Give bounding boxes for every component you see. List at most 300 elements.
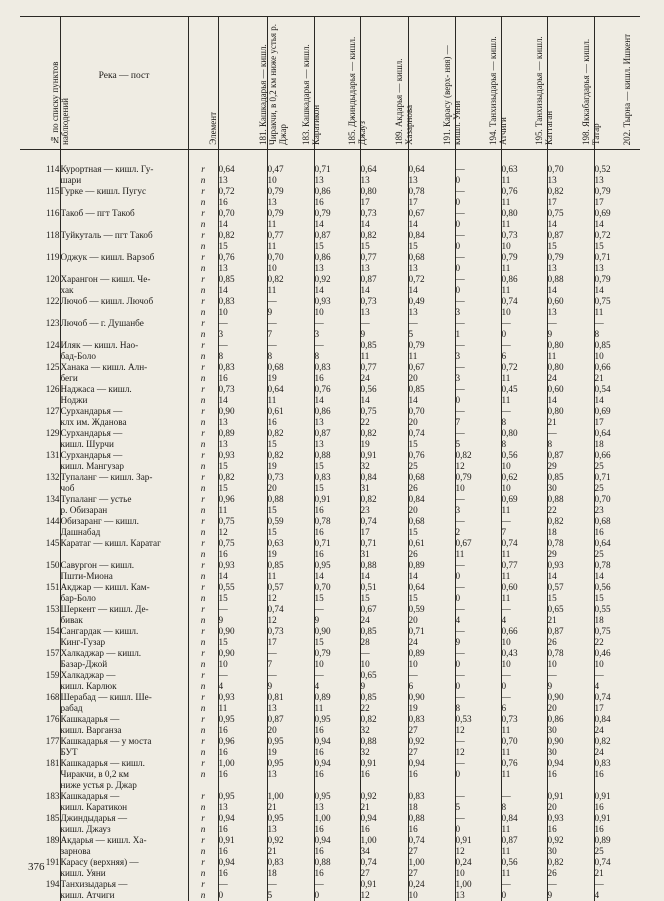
coefficient-cell: 0,89 25 [594, 835, 640, 857]
coefficient-cell: 0,43 10 [501, 648, 547, 670]
table-row [20, 274, 640, 296]
coefficient-cell: — 7 [267, 318, 314, 340]
coefficient-cell: — 0 [455, 186, 501, 208]
coefficient-cell: — 0 [455, 670, 501, 692]
coefficient-cell: 0,90 20 [547, 692, 594, 714]
coefficient-cell: 0,71 31 [360, 538, 408, 560]
coefficient-cell: 0,91 12 [360, 879, 408, 901]
coefficient-cell: 0,70 14 [218, 208, 267, 230]
river-post: Гурке — кишл. Пугус [60, 186, 188, 208]
table-header [20, 17, 640, 150]
row-number: 176 [20, 714, 60, 736]
row-number: 150 [20, 560, 60, 582]
coefficient-cell: 0,80 24 [547, 362, 594, 384]
coefficient-cell: 0,95 16 [218, 714, 267, 736]
element-code: r n [188, 758, 218, 791]
coefficient-cell: 0,81 13 [267, 692, 314, 714]
coefficient-cell: 0,64 13 [408, 164, 455, 186]
coefficient-cell: — 9 [547, 670, 594, 692]
coefficient-cell: 0,61 16 [267, 406, 314, 428]
element-code: r n [188, 670, 218, 692]
river-post: Кашкадарья — у моста БУТ [60, 736, 188, 758]
coefficient-cell: 0,68 13 [408, 252, 455, 274]
coefficient-cell: 0,93 14 [218, 560, 267, 582]
element-code: r n [188, 318, 218, 340]
coefficient-cell: 0,92 14 [314, 274, 360, 296]
coefficient-cell: 0,67 24 [360, 604, 408, 626]
header-station [594, 17, 640, 150]
table-row [20, 230, 640, 252]
coefficient-cell: — 7 [455, 406, 501, 428]
coefficient-cell: 0,95 19 [267, 736, 314, 758]
element-code: r n [188, 857, 218, 879]
river-post: Кашкадарья — кишл. Чиракчи, в 0,2 км ниже устья р. Джар [60, 758, 188, 791]
coefficient-cell: 0,62 10 [501, 472, 547, 494]
header-station-text: 189. Акдарья — кишл. Хазарнова [394, 21, 414, 145]
river-post: Каратаг — кишл. Каратаг [60, 538, 188, 560]
coefficient-cell: 0,75 14 [547, 208, 594, 230]
table-row [20, 494, 640, 516]
coefficient-cell: 0,64 11 [267, 384, 314, 406]
coefficient-cell: 0,74 17 [360, 516, 408, 538]
element-code: r n [188, 560, 218, 582]
table-body [20, 150, 640, 901]
coefficient-cell: — 4 [594, 670, 640, 692]
coefficient-cell: 0,95 13 [267, 758, 314, 791]
header-element [188, 17, 218, 150]
coefficient-cell: 0,85 30 [547, 472, 594, 494]
river-post: Халкаджар — кишл. Базар-Джой [60, 648, 188, 670]
coefficient-cell: 0,83 16 [218, 362, 267, 384]
coefficient-cell: 0,70 15 [314, 582, 360, 604]
table-row [20, 186, 640, 208]
coefficient-cell: 0,91 16 [360, 758, 408, 791]
coefficient-cell: — 0 [455, 560, 501, 582]
coefficient-cell: 0,93 15 [218, 450, 267, 472]
coefficient-cell: 0,94 16 [218, 857, 267, 879]
coefficient-cell: — 0 [501, 318, 547, 340]
river-post: Туйкуталь — пгт Такоб [60, 230, 188, 252]
coefficient-cell: — 12 [455, 736, 501, 758]
header-station [267, 17, 314, 150]
table-row [20, 648, 640, 670]
river-post: Сангардак — кишл. Кинг-Гузар [60, 626, 188, 648]
table-row [20, 296, 640, 318]
row-number: 191 [20, 857, 60, 879]
coefficient-cell: — 5 [408, 318, 455, 340]
table-row [20, 164, 640, 186]
coefficient-cell: 0,74 17 [594, 692, 640, 714]
coefficient-cell: 0,84 15 [408, 230, 455, 252]
table-row [20, 736, 640, 758]
coefficient-cell: 0,85 14 [408, 384, 455, 406]
coefficient-cell: 0,90 30 [547, 736, 594, 758]
coefficient-cell: 0,89 11 [314, 692, 360, 714]
element-code: r n [188, 230, 218, 252]
coefficient-cell: — 9 [547, 318, 594, 340]
coefficient-cell: 0,85 14 [218, 274, 267, 296]
coefficient-cell: 0,71 24 [408, 626, 455, 648]
coefficient-cell: 0,79 13 [547, 252, 594, 274]
element-code: r n [188, 714, 218, 736]
element-code: r n [188, 835, 218, 857]
coefficient-cell: 0,73 17 [267, 626, 314, 648]
coefficient-cell: — 3 [455, 362, 501, 384]
coefficient-cell: 0,45 11 [501, 384, 547, 406]
coefficient-cell: 0,64 15 [408, 582, 455, 604]
coefficient-cell: 0,91 16 [218, 835, 267, 857]
table-row [20, 582, 640, 604]
header-river [60, 17, 188, 150]
coefficient-cell: 0,94 16 [314, 758, 360, 791]
coefficient-cell: 0,89 10 [408, 648, 455, 670]
table-row [20, 879, 640, 901]
table-row [20, 714, 640, 736]
coefficient-cell: — 10 [360, 648, 408, 670]
coefficient-cell: 1,00 21 [267, 791, 314, 813]
coefficient-cell: 0,89 14 [408, 560, 455, 582]
table-row [20, 318, 640, 340]
coefficient-cell: — 4 [594, 879, 640, 901]
coefficient-cell: 0,80 8 [501, 428, 547, 450]
coefficient-cell: 0,75 22 [594, 626, 640, 648]
coefficient-cell: 0,88 15 [267, 494, 314, 516]
coefficient-cell: 0,79 10 [314, 648, 360, 670]
table-row [20, 450, 640, 472]
coefficient-cell: 0,93 11 [218, 692, 267, 714]
coefficient-cell: 0,57 15 [547, 582, 594, 604]
header-station [218, 17, 267, 150]
coefficient-cell: — 9 [267, 296, 314, 318]
coefficient-cell: — 8 [501, 791, 547, 813]
header-river-text: Река — пост [61, 71, 188, 82]
table-row [20, 340, 640, 362]
coefficient-cell: — 9 [218, 604, 267, 626]
coefficient-cell: 0,54 14 [594, 384, 640, 406]
coefficient-cell: 0,67 14 [408, 208, 455, 230]
coefficient-cell: 0,70 11 [501, 736, 547, 758]
coefficient-cell: 0,64 18 [594, 428, 640, 450]
header-station-text: 183. Кашкадарья — кишл. Каратикон [301, 21, 321, 145]
coefficient-cell: 0,85 11 [267, 560, 314, 582]
coefficient-cell: 0,75 16 [218, 538, 267, 560]
table-row [20, 472, 640, 494]
coefficient-cell: 0,65 21 [547, 604, 594, 626]
coefficient-cell: — 5 [455, 791, 501, 813]
river-post: Ханака — кишл. Алн- беги [60, 362, 188, 384]
coefficient-cell: 0,82 23 [360, 494, 408, 516]
coefficient-cell: 0,75 12 [218, 516, 267, 538]
table-row [20, 670, 640, 692]
coefficient-cell: 0,77 11 [501, 560, 547, 582]
header-station-text: 195. Танхизыдарья — кишл. Каттаган [534, 21, 554, 145]
header-station [455, 17, 501, 150]
header-num-text: № по списку пунктов наблюдений [50, 21, 70, 145]
coefficient-cell: 0,59 15 [267, 516, 314, 538]
coefficient-cell: 0,90 19 [408, 692, 455, 714]
element-code: r n [188, 472, 218, 494]
coefficient-cell: 0,82 12 [455, 450, 501, 472]
coefficient-cell: 0,85 28 [360, 626, 408, 648]
coefficient-cell: 0,78 14 [594, 560, 640, 582]
river-post: Шерабад — кишл. Ше- рабад [60, 692, 188, 714]
coefficient-cell: 0,83 16 [314, 362, 360, 384]
coefficient-cell: 0,82 15 [218, 472, 267, 494]
coefficient-cell: 0,96 16 [218, 736, 267, 758]
coefficient-cell: 0,57 12 [267, 582, 314, 604]
coefficient-cell: — 9 [547, 879, 594, 901]
coefficient-cell: 0,96 11 [218, 494, 267, 516]
coefficient-cell: — 8 [267, 340, 314, 362]
coefficient-cell: 0,79 11 [501, 252, 547, 274]
coefficient-cell: 0,65 9 [360, 670, 408, 692]
coefficient-cell: 0,47 10 [267, 164, 314, 186]
coefficient-cell: 0,82 24 [594, 736, 640, 758]
coefficient-cell: 0,79 17 [594, 186, 640, 208]
coefficient-cell: 0,72 15 [594, 230, 640, 252]
coefficient-cell: 0,88 16 [314, 857, 360, 879]
coefficient-cell: 0,94 16 [547, 758, 594, 791]
coefficient-cell: 0,49 13 [408, 296, 455, 318]
coefficient-cell: 0,80 17 [360, 186, 408, 208]
row-number: 115 [20, 186, 60, 208]
row-number: 159 [20, 670, 60, 692]
coefficient-cell: 0,74 27 [360, 857, 408, 879]
coefficient-cell: 0,79 13 [267, 186, 314, 208]
element-code: r n [188, 626, 218, 648]
coefficient-cell: — 6 [408, 670, 455, 692]
coefficient-cell: 0,95 14 [314, 560, 360, 582]
coefficient-cell: 0,76 11 [501, 186, 547, 208]
coefficient-cell: — 0 [455, 582, 501, 604]
coefficient-cell: 0,87 15 [547, 230, 594, 252]
coefficient-cell: 0,75 11 [594, 296, 640, 318]
element-code: r n [188, 428, 218, 450]
row-number: 118 [20, 230, 60, 252]
coefficient-cell: — 6 [501, 692, 547, 714]
coefficient-cell: 0,74 15 [408, 428, 455, 450]
coefficient-cell: 0,94 16 [314, 736, 360, 758]
coefficient-cell: 0,82 15 [267, 428, 314, 450]
coefficient-cell: 0,24 10 [408, 879, 455, 901]
row-number: 144 [20, 516, 60, 538]
coefficient-cell: 0,68 16 [594, 516, 640, 538]
coefficient-cell: 0,68 19 [267, 362, 314, 384]
coefficient-cell: — 0 [501, 670, 547, 692]
row-number: 134 [20, 494, 60, 516]
header-station-text: 181. Кашкадарья — кишл. Чиракчи, в 0,2 км ниже устья р. Джар [258, 21, 288, 145]
coefficient-cell: 0,61 26 [408, 538, 455, 560]
table-row [20, 516, 640, 538]
river-post: Сурхандарья — клх им. Жданова [60, 406, 188, 428]
coefficient-cell: 0,93 10 [314, 296, 360, 318]
coefficient-cell: 0,69 11 [501, 494, 547, 516]
river-post: Кашкадарья — кишл. Варганза [60, 714, 188, 736]
river-post: Иляк — кишл. Нао- бад-Боло [60, 340, 188, 362]
row-number: 123 [20, 318, 60, 340]
coefficient-cell: 0,76 13 [218, 252, 267, 274]
river-post: Акдарья — кишл. Ха- зарнова [60, 835, 188, 857]
element-code: r n [188, 384, 218, 406]
coefficient-cell: 0,82 11 [267, 274, 314, 296]
coefficient-cell: 0,76 11 [501, 758, 547, 791]
coefficient-cell: — 3 [455, 296, 501, 318]
coefficient-cell: 0,66 10 [501, 626, 547, 648]
coefficient-cell: 0,73 11 [501, 714, 547, 736]
row-number: 145 [20, 538, 60, 560]
coefficient-cell: — 6 [501, 340, 547, 362]
element-code: r n [188, 538, 218, 560]
element-code: r n [188, 879, 218, 901]
coefficient-cell: 0,74 10 [501, 296, 547, 318]
coefficient-cell: 0,83 16 [594, 758, 640, 791]
coefficient-cell: 0,85 10 [594, 340, 640, 362]
river-post: Савургон — кишл. Пшти-Миона [60, 560, 188, 582]
coefficient-cell: 0,67 20 [408, 362, 455, 384]
coefficient-cell: 0,69 17 [594, 406, 640, 428]
coefficient-cell: 0,95 16 [314, 714, 360, 736]
coefficient-cell: 1,00 13 [455, 879, 501, 901]
table-row [20, 835, 640, 857]
table-row [20, 252, 640, 274]
row-number: 124 [20, 340, 60, 362]
coefficient-cell: 0,91 16 [314, 494, 360, 516]
coefficient-cell: 0,82 26 [547, 857, 594, 879]
coefficient-cell: 0,88 15 [314, 450, 360, 472]
row-number: 189 [20, 835, 60, 857]
element-code: r n [188, 362, 218, 384]
coefficient-cell: — 3 [314, 318, 360, 340]
coefficient-cell: 0,83 18 [267, 857, 314, 879]
table-row [20, 208, 640, 230]
coefficient-cell: 0,91 20 [547, 791, 594, 813]
coefficient-cell: 0,95 13 [218, 791, 267, 813]
coefficient-cell: — 0 [455, 758, 501, 791]
coefficient-cell: 0,83 15 [314, 472, 360, 494]
table-row [20, 406, 640, 428]
coefficient-cell: 0,84 31 [360, 472, 408, 494]
row-number: 154 [20, 626, 60, 648]
river-post: Тупаланг — кишл. Зар- чоб [60, 472, 188, 494]
coefficient-cell: 0,71 25 [594, 472, 640, 494]
coefficient-cell: 0,56 14 [360, 384, 408, 406]
river-post: Обизаранг — кишл. Дашнабад [60, 516, 188, 538]
coefficient-cell: — 0 [218, 879, 267, 901]
coefficient-cell: — 8 [314, 340, 360, 362]
coefficient-cell: 0,76 25 [408, 450, 455, 472]
header-station [360, 17, 408, 150]
coefficient-cell: 0,73 13 [360, 296, 408, 318]
element-code: r n [188, 813, 218, 835]
coefficient-cell: — 8 [594, 318, 640, 340]
coefficient-cell: 0,72 14 [408, 274, 455, 296]
element-code: r n [188, 274, 218, 296]
row-number: 183 [20, 791, 60, 813]
table-row [20, 626, 640, 648]
row-number: 119 [20, 252, 60, 274]
coefficient-cell: 0,88 14 [360, 560, 408, 582]
coefficient-cell: 0,78 16 [314, 516, 360, 538]
header-element-text: Элемент [208, 112, 218, 145]
element-code: r n [188, 604, 218, 626]
row-number: 181 [20, 758, 60, 791]
correlation-table [20, 16, 640, 901]
coefficient-cell: 0,94 16 [314, 835, 360, 857]
coefficient-cell: 0,72 11 [501, 362, 547, 384]
row-number: 125 [20, 362, 60, 384]
river-post: Акджар — кишл. Кам- бар-Боло [60, 582, 188, 604]
element-code: r n [188, 406, 218, 428]
coefficient-cell: 0,74 21 [594, 857, 640, 879]
coefficient-cell: 0,94 16 [408, 758, 455, 791]
river-post: Танхизыдарья — кишл. Атчиги [60, 879, 188, 901]
coefficient-cell: 0,91 16 [594, 791, 640, 813]
coefficient-cell: 0,68 15 [408, 516, 455, 538]
coefficient-cell: 0,85 11 [360, 340, 408, 362]
coefficient-cell: 0,86 16 [314, 186, 360, 208]
coefficient-cell: 0,80 11 [501, 208, 547, 230]
coefficient-cell: 0,77 13 [360, 252, 408, 274]
element-code: r n [188, 736, 218, 758]
coefficient-cell: — 7 [267, 648, 314, 670]
coefficient-cell: 0,71 13 [314, 164, 360, 186]
coefficient-cell: 0,46 10 [594, 648, 640, 670]
coefficient-cell: 0,93 16 [547, 813, 594, 835]
coefficient-cell: — 0 [455, 252, 501, 274]
table-row [20, 813, 640, 835]
coefficient-cell: 0,77 11 [267, 230, 314, 252]
coefficient-cell: 0,55 18 [594, 604, 640, 626]
coefficient-cell: 0,71 16 [314, 538, 360, 560]
header-station-text: 185. Джиндыдарья — кишл. Джауз [347, 21, 367, 145]
coefficient-cell: 0,89 13 [218, 428, 267, 450]
row-number: 126 [20, 384, 60, 406]
row-number: 153 [20, 604, 60, 626]
coefficient-cell: — 0 [501, 879, 547, 901]
coefficient-cell: 0,70 23 [594, 494, 640, 516]
coefficient-cell: 0,84 24 [594, 714, 640, 736]
table-row [20, 384, 640, 406]
coefficient-cell: 0,92 30 [547, 835, 594, 857]
coefficient-cell: 0,87 14 [360, 274, 408, 296]
river-post: Такоб — пгт Такоб [60, 208, 188, 230]
coefficient-cell: 0,82 19 [360, 428, 408, 450]
row-number: 157 [20, 648, 60, 670]
river-post: Кашкадарья — кишл. Каратикон [60, 791, 188, 813]
coefficient-cell: — 3 [455, 494, 501, 516]
river-post: Харангон — кишл. Че- хак [60, 274, 188, 296]
element-code: r n [188, 692, 218, 714]
coefficient-cell: — 0 [455, 813, 501, 835]
coefficient-cell: 0,82 32 [360, 714, 408, 736]
header-station-text: 202. Тырна — кишл. Ишкент [622, 34, 632, 145]
page-number: 376 [28, 861, 45, 873]
river-post: Шеркент — кишл. Де- бивак [60, 604, 188, 626]
coefficient-cell: 0,95 13 [267, 813, 314, 835]
river-post: Лючоб — кишл. Лючоб [60, 296, 188, 318]
coefficient-cell: 1,00 16 [218, 758, 267, 791]
row-number: 114 [20, 164, 60, 186]
coefficient-cell: 0,79 14 [314, 208, 360, 230]
river-post: Халкаджар — кишл. Карлюк [60, 670, 188, 692]
coefficient-cell: 0,88 14 [547, 274, 594, 296]
coefficient-cell: — 5 [267, 879, 314, 901]
coefficient-cell: 0,68 26 [408, 472, 455, 494]
header-station-text: 194. Танхизыдарья — кишл. Атчиги [488, 21, 508, 145]
coefficient-cell: 0,73 14 [218, 384, 267, 406]
header-num [20, 17, 60, 150]
coefficient-cell: 0,87 20 [267, 714, 314, 736]
